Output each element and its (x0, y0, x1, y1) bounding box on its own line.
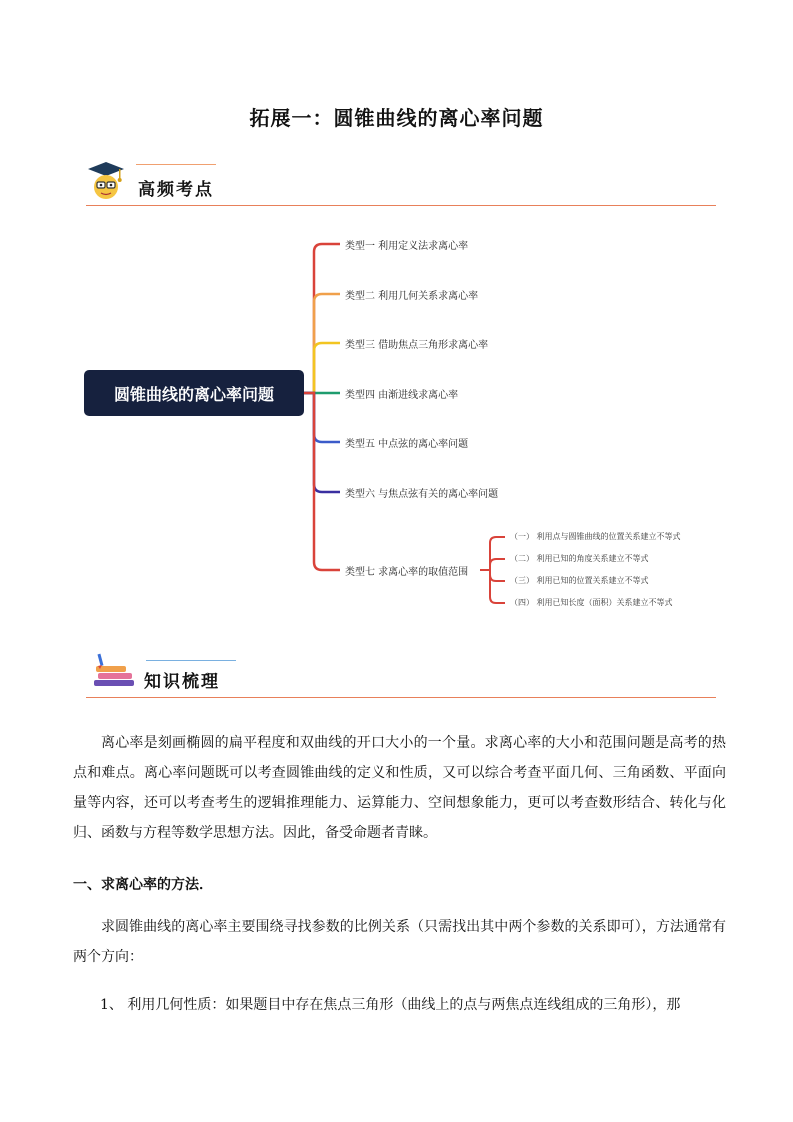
branch-connector (304, 393, 340, 570)
section-header-high-frequency (86, 158, 716, 206)
branch-connector (304, 343, 340, 393)
sub-branch-connector (480, 570, 505, 581)
scholar-mascot-icon (86, 160, 126, 202)
sub-branch-connector (480, 570, 505, 603)
mind-map-sub-branch: （三） 利用已知的位置关系建立不等式 (510, 576, 649, 585)
mind-map-branch: 类型三 借助焦点三角形求离心率 (345, 340, 489, 351)
books-pencil-icon (90, 652, 140, 694)
mind-map-branch: 类型四 由渐进线求离心率 (345, 390, 459, 401)
list-item-1: 1、 利用几何性质：如果题目中存在焦点三角形（曲线上的点与两焦点连线组成的三角形），那 (100, 997, 681, 1013)
mind-map-branch: 类型五 中点弦的离心率问题 (345, 439, 469, 450)
mind-map-branch: 类型一 利用定义法求离心率 (345, 241, 469, 252)
branch-connector (304, 244, 340, 393)
mind-map (0, 225, 793, 625)
mind-map-branch: 类型二 利用几何关系求离心率 (345, 291, 479, 302)
method-paragraph: 求圆锥曲线的离心率主要围绕寻找参数的比例关系（只需找出其中两个参数的关系即可），方法通常有两个方向： (73, 919, 726, 965)
section-divider (86, 205, 716, 206)
intro-paragraph: 离心率是刻画椭圆的扁平程度和双曲线的开口大小的一个量。求离心率的大小和范围问题是高考的热点和难点。离心率问题既可以考查圆锥曲线的定义和性质，又可以综合考查平面几何、三角函数、平面向量等内容，还可以考查考生的逻辑推理能力、运算能力、空间想象能力，更可以考查数形结合、转化与化归、函数与方程等数学思想方法。因此，备受命题者青睐。 (73, 735, 726, 841)
mind-map-sub-branch: （二） 利用已知的角度关系建立不等式 (510, 554, 649, 563)
section-label: 高频考点 (138, 180, 214, 200)
mind-map-branch: 类型七 求离心率的取值范围 (345, 567, 469, 578)
section-header-knowledge (86, 650, 716, 698)
document-title: 拓展一：圆锥曲线的离心率问题 (249, 106, 544, 130)
mind-map-root: 圆锥曲线的离心率问题 (84, 370, 304, 416)
sub-branch-connector (480, 559, 505, 570)
mind-map-branch: 类型六 与焦点弦有关的离心率问题 (345, 489, 499, 500)
section-label: 知识梳理 (144, 672, 220, 692)
section-divider (86, 697, 716, 698)
branch-connector (304, 393, 340, 442)
section-heading: 一、求离心率的方法． (73, 877, 213, 893)
mind-map-sub-branch: （一） 利用点与圆锥曲线的位置关系建立不等式 (510, 532, 681, 541)
mind-map-sub-branch: （四） 利用已知长度（面积）关系建立不等式 (510, 598, 673, 607)
sub-branch-connector (480, 537, 505, 570)
